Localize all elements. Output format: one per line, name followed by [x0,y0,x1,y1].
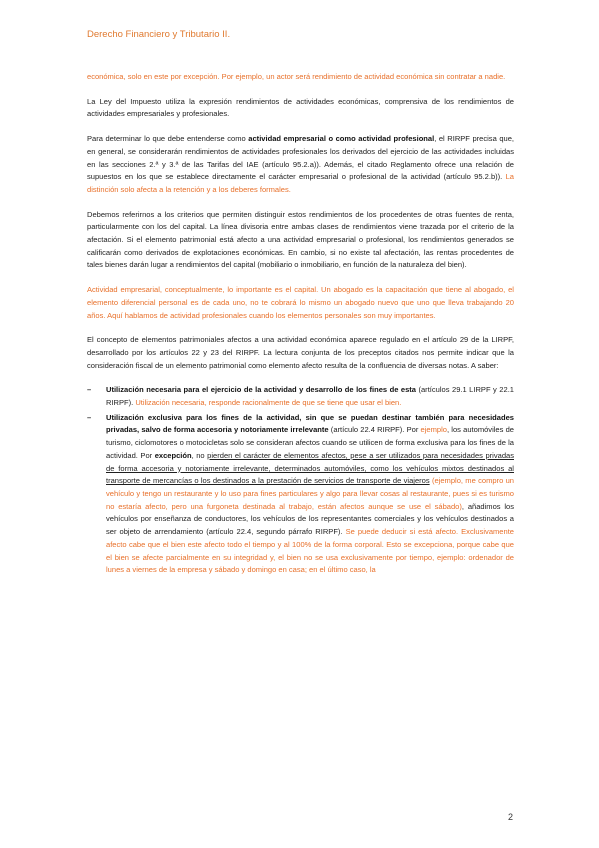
bold-term: Utilización exclusiva para los fines de la actividad, sin que se puedan destinar también para necesidades privadas, salvo de forma accesoria y notoriamente irrelevante [106,412,514,435]
page-number: 2 [508,812,514,822]
text-run: (artículo 22.4 RIRPF). Por [328,425,421,435]
bold-term: Utilización necesaria para el ejercicio de la actividad y desarrollo de los fines de esta [106,385,416,395]
paragraph-elementos-patrimoniales: El concepto de elementos patrimoniales afectos a una actividad económica aparece regulado en el artículo 29 de la LIRPF, desarrollado por los artículos 22 y 23 del RIRPF. La lectura conjunta de los preceptos citados nos permite indicar que la consideración fiscal de un elemento patrimonial como elemento afecto resulta de la confluencia de diversas notas. A saber: [87,335,514,370]
note-highlight: La distinción solo afecta a la retención y a los deberes formales. [87,172,514,194]
text-run: , el RIRPF precisa que, en general, se considerarán rendimientos de actividades profesionales los derivados del ejercicio de las actividades incluidas en las secciones 2.ª y 3.ª de las Tarifas del IAE (artículo 95.2.a)). Además, el citado Reglamento ofrece una relación de supuestos en los que se establece directamente el carácter empresarial o profesional de la actividad (artículo 95.2.b)). [87,134,515,182]
note-highlight: ejemplo [420,425,447,435]
paragraph-criterios: Debemos referirnos a los criterios que permiten distinguir estos rendimientos de los procedentes de otras fuentes de renta, particularmente con los del capital. La línea divisoria entre ambas clases de rendimientos viene trazada por el criterio de la afectación. Si el elemento patrimonial está afecto a una actividad empresarial o profesional, los rendimientos generados se calificarán como derivados de explotaciones económicas. En cambio, si no existe tal afectación, las rentas procedentes de tales bienes darán lugar a rendimientos del capital (mobiliario o inmobiliario, en función de la naturaleza del bien). [87,209,514,270]
text-run: Para determinar lo que debe entenderse como [87,134,249,144]
list-item [87,384,514,409]
running-header: Derecho Financiero y Tributario II. [87,29,231,40]
list-item [87,412,514,577]
note-highlight: Se puede deducir si está afecto. Exclusivamente afecto cabe que el bien este afecto todo el tiempo y al 100% de la forma corporal. Esto se excepciona, porque cabe que el bien se afecte parcialmente en su integridad y, el bien no se usa exclusivamente por tiempo, ejemplo: ordenador de lunes a viernes de la empresa y sábado y domingo en casa; en el último caso, la [106,527,514,575]
paragraph-ley-impuesto: La Ley del Impuesto utiliza la expresión rendimientos de actividades económicas, comprensiva de los rendimientos de actividades empresariales y profesionales. [87,96,514,119]
requirements-list [87,384,514,577]
dash-bullet: – [87,385,92,395]
note-highlight: Utilización necesaria, responde racionalmente de que se tiene que usar el bien. [135,398,402,408]
text-run: , los automóviles de turismo, ciclomotores o motocicletas solo se consideran afectos cuando se utilicen de forma exclusiva para los fines de la actividad. Por [106,425,514,460]
dash-bullet: – [87,412,92,422]
page-body [87,71,514,579]
text-run: (artículos 29.1 LIRPF y 22.1 RIRPF). [106,385,514,408]
bold-term: excepción [154,450,192,460]
underlined-text: pierden el carácter de elementos afectos, pese a ser utilizados para necesidades privadas de forma accesoria y notoriamente irrelevante, determinados automóviles, como los vehículos mixtos destinados al transporte de mercancías o los destinados a la prestación de servicios de transporte de viajeros [106,450,514,486]
text-run: , añadimos los vehículos por enseñanza de conductores, los vehículos de los representantes comerciales y los vehículos destinados a ser objeto de arrendamiento (artículo 22.4, segundo párrafo RIRPF). [106,501,514,537]
bold-term: actividad empresarial o como actividad profesional [248,134,435,144]
paragraph-actividad-empresarial [87,133,514,197]
note-highlight: (ejemplo, me compro un vehículo y tengo un restaurante y lo uso para fines particulares y algo para llevar cosas al restaurante, pues si es turismo no estaría afecto, pero una furgoneta destinada al trabajo, están afectos aunque se use el sábado) [106,476,514,511]
text-run: , no [191,450,208,460]
paragraph-continuation: económica, solo en este por excepción. Por ejemplo, un actor será rendimiento de actividad económica sin contratar a nadie. [87,72,506,81]
paragraph-note-abogado: Actividad empresarial, conceptualmente, lo importante es el capital. Un abogado es la capacitación que tiene al abogado, el elemento diferencial personal es de cada uno, no te cobrará lo mismo un abogado nuevo que uno que lleva trabajando 20 años. Aquí hablamos de actividad profesionales cuando los elementos personales son muy importantes. [87,285,514,320]
